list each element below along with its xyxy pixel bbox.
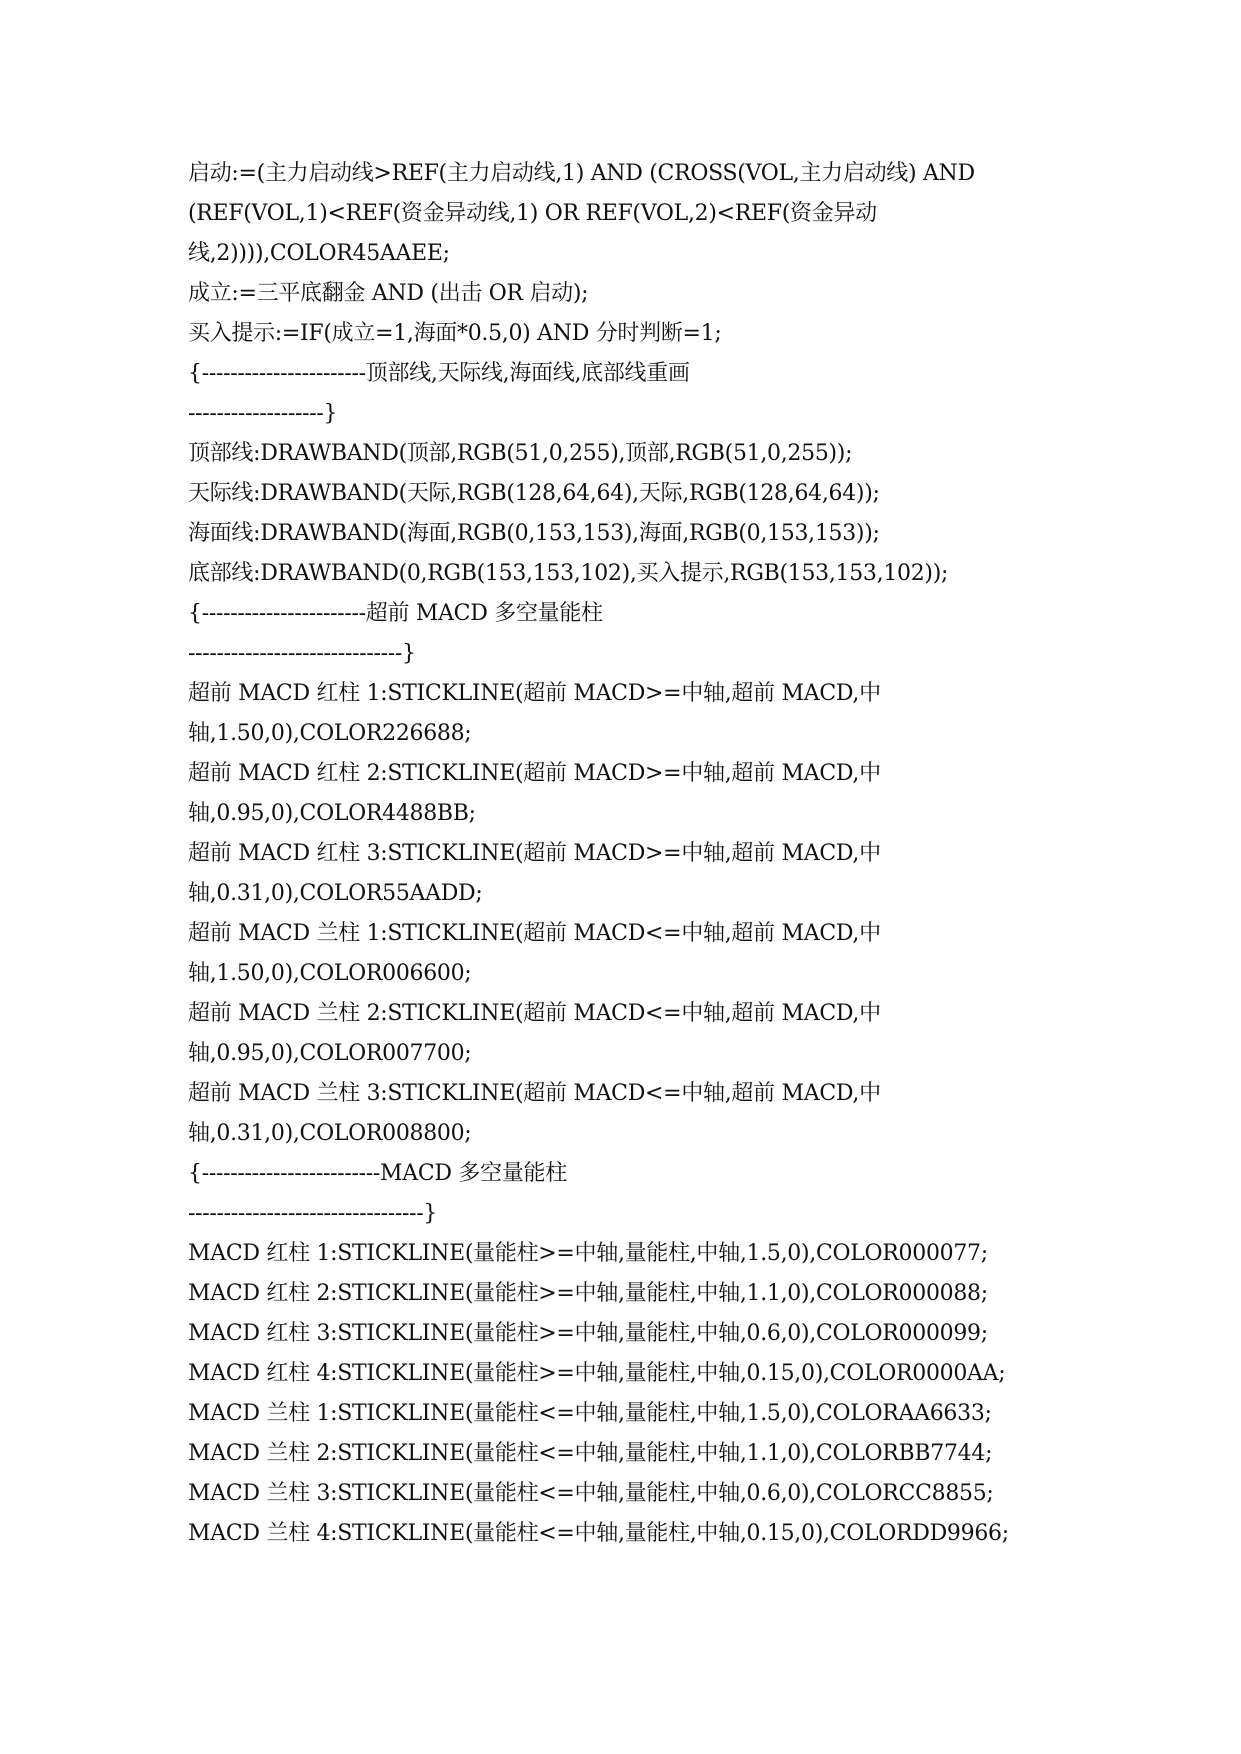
code-line-advance-red-3-cont: 轴,0.31,0),COLOR55AADD; [188, 881, 483, 906]
code-line-buy-hint: 买入提示:=IF(成立=1,海面*0.5,0) AND 分时判断=1; [188, 321, 722, 346]
code-line-startup: 启动:=(主力启动线>REF(主力启动线,1) AND (CROSS(VOL,主力启动线) AND [188, 161, 975, 186]
code-line-macd-blue-1: MACD 兰柱 1:STICKLINE(量能柱<=中轴,量能柱,中轴,1.5,0),COLORAA6633; [188, 1401, 992, 1426]
comment-line-redraw: {-----------------------顶部线,天际线,海面线,底部线重画 [188, 361, 690, 386]
code-line-advance-blue-3-cont: 轴,0.31,0),COLOR008800; [188, 1121, 472, 1146]
comment-line-redraw-end: -------------------} [188, 401, 338, 426]
code-line-advance-blue-2-cont: 轴,0.95,0),COLOR007700; [188, 1041, 472, 1066]
code-line-top-band: 顶部线:DRAWBAND(顶部,RGB(51,0,255),顶部,RGB(51,0,255)); [188, 441, 853, 466]
code-line-advance-blue-1: 超前 MACD 兰柱 1:STICKLINE(超前 MACD<=中轴,超前 MACD,中 [188, 921, 881, 946]
comment-line-macd-end: ---------------------------------} [188, 1201, 438, 1226]
code-line-advance-red-3: 超前 MACD 红柱 3:STICKLINE(超前 MACD>=中轴,超前 MACD,中 [188, 841, 881, 866]
code-line-macd-red-3: MACD 红柱 3:STICKLINE(量能柱>=中轴,量能柱,中轴,0.6,0),COLOR000099; [188, 1321, 988, 1346]
code-line-advance-red-1: 超前 MACD 红柱 1:STICKLINE(超前 MACD>=中轴,超前 MACD,中 [188, 681, 881, 706]
code-line-macd-red-4: MACD 红柱 4:STICKLINE(量能柱>=中轴,量能柱,中轴,0.15,0),COLOR0000AA; [188, 1361, 1006, 1386]
code-line-advance-red-2-cont: 轴,0.95,0),COLOR4488BB; [188, 801, 476, 826]
code-line-bottom-band: 底部线:DRAWBAND(0,RGB(153,153,102),买入提示,RGB(153,153,102)); [188, 561, 949, 586]
code-line-macd-red-2: MACD 红柱 2:STICKLINE(量能柱>=中轴,量能柱,中轴,1.1,0),COLOR000088; [188, 1281, 988, 1306]
code-line-sea-band: 海面线:DRAWBAND(海面,RGB(0,153,153),海面,RGB(0,153,153)); [188, 521, 880, 546]
code-line-sky-band: 天际线:DRAWBAND(天际,RGB(128,64,64),天际,RGB(128,64,64)); [188, 481, 880, 506]
code-line-startup-cont-2: 线,2)))),COLOR45AAEE; [188, 241, 450, 266]
code-line-macd-blue-3: MACD 兰柱 3:STICKLINE(量能柱<=中轴,量能柱,中轴,0.6,0),COLORCC8855; [188, 1481, 994, 1506]
code-line-macd-blue-4: MACD 兰柱 4:STICKLINE(量能柱<=中轴,量能柱,中轴,0.15,0),COLORDD9966; [188, 1521, 1009, 1546]
code-line-established: 成立:=三平底翻金 AND (出击 OR 启动); [188, 281, 589, 306]
code-line-macd-red-1: MACD 红柱 1:STICKLINE(量能柱>=中轴,量能柱,中轴,1.5,0),COLOR000077; [188, 1241, 988, 1266]
comment-line-advance-macd: {-----------------------超前 MACD 多空量能柱 [188, 601, 603, 626]
code-line-advance-red-1-cont: 轴,1.50,0),COLOR226688; [188, 721, 472, 746]
code-line-macd-blue-2: MACD 兰柱 2:STICKLINE(量能柱<=中轴,量能柱,中轴,1.1,0),COLORBB7744; [188, 1441, 993, 1466]
code-line-advance-blue-3: 超前 MACD 兰柱 3:STICKLINE(超前 MACD<=中轴,超前 MACD,中 [188, 1081, 881, 1106]
formula-code-block [188, 154, 1068, 1554]
code-line-advance-blue-2: 超前 MACD 兰柱 2:STICKLINE(超前 MACD<=中轴,超前 MACD,中 [188, 1001, 881, 1026]
code-line-advance-red-2: 超前 MACD 红柱 2:STICKLINE(超前 MACD>=中轴,超前 MACD,中 [188, 761, 881, 786]
code-line-advance-blue-1-cont: 轴,1.50,0),COLOR006600; [188, 961, 472, 986]
comment-line-macd: {-------------------------MACD 多空量能柱 [188, 1161, 567, 1186]
code-line-startup-cont-1: (REF(VOL,1)<REF(资金异动线,1) OR REF(VOL,2)<REF(资金异动 [188, 201, 877, 226]
comment-line-advance-macd-end: ------------------------------} [188, 641, 416, 666]
